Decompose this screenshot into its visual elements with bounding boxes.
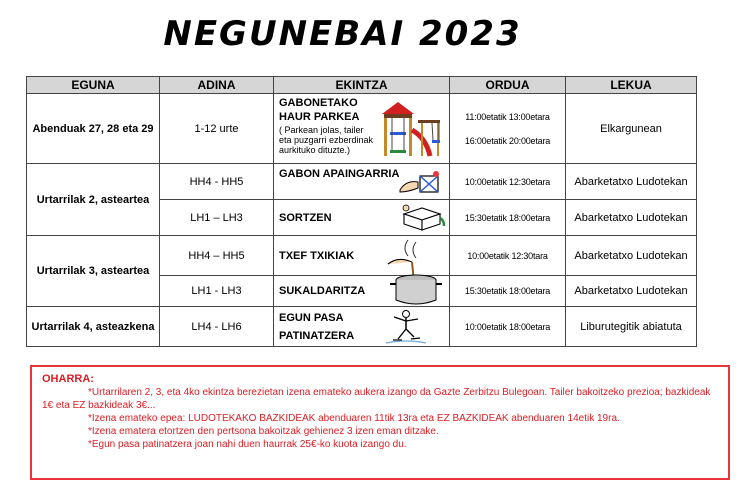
- adina-cell: HH4 – HH5: [160, 236, 274, 276]
- ordua-text: 16:00etatik 20:00etara: [464, 135, 551, 146]
- ordua-cell: 10:00etatik 12:30tara: [450, 236, 566, 276]
- eguna-cell: Urtarrilak 2, asteartea: [27, 164, 160, 236]
- ordua-text: 11:00etatik 13:00etara: [465, 111, 550, 122]
- ekintza-title: GABONETAKO: [279, 97, 358, 109]
- eguna-cell: Urtarrilak 3, asteartea: [27, 236, 160, 307]
- ekintza-title: EGUN PASA: [279, 312, 344, 324]
- note-box: [30, 365, 730, 480]
- lekua-cell: Liburutegitik abiatuta: [566, 307, 697, 347]
- note-line: *Izena emateko epea: LUDOTEKAKO BAZKIDEAK abenduaren 11tik 13ra eta EZ BAZKIDEAK abenduaren 14etik 19ra.: [88, 413, 620, 424]
- lekua-cell: Elkargunean: [566, 94, 697, 164]
- table-header-row: [27, 77, 697, 94]
- ordua-cell: 15:30etatik 18:00etara: [450, 200, 566, 236]
- ekintza-cell: [274, 276, 450, 307]
- header-ordua: ORDUA: [450, 77, 566, 94]
- lekua-cell: Abarketatxo Ludotekan: [566, 200, 697, 236]
- note-line: *Izena ematera etortzen den pertsona bakoitzak gehienez 3 izen eman ditzake.: [88, 426, 439, 437]
- schedule-table: [26, 76, 697, 347]
- ordua-cell: 15:30etatik 18:00etara: [450, 276, 566, 307]
- note-line: *Egun pasa patinatzera joan nahi duen haurrak 25€-ko kuota izango du.: [88, 439, 407, 450]
- playground-icon: [378, 100, 444, 158]
- ekintza-title: PATINATZERA: [279, 330, 355, 342]
- lekua-cell: Abarketatxo Ludotekan: [566, 164, 697, 200]
- ekintza-title: SORTZEN: [279, 212, 332, 224]
- ekintza-title: TXEF TXIKIAK: [279, 250, 355, 262]
- adina-cell: LH4 - LH6: [160, 307, 274, 347]
- header-lekua: LEKUA: [566, 77, 697, 94]
- note-line: *Urtarrilaren 2, 3, eta 4ko ekintza berezietan izena emateko aukera izango da Gazte Zerbitzu Bulegoan. Tailer bakoitzeko prezioa; bazkideak 1€ eta EZ bazkideak 3€...: [42, 387, 711, 411]
- table-row: [27, 94, 697, 164]
- lekua-cell: Abarketatxo Ludotekan: [566, 276, 697, 307]
- ordua-cell: 10:00etatik 18:00etara: [450, 307, 566, 347]
- ekintza-title: HAUR PARKEA: [279, 111, 360, 123]
- eguna-cell: Urtarrilak 4, asteazkena: [27, 307, 160, 347]
- ekintza-title: SUKALDARITZA: [279, 285, 366, 297]
- ekintza-cell: [274, 200, 450, 236]
- adina-cell: LH1 - LH3: [160, 276, 274, 307]
- ekintza-cell: [274, 307, 450, 347]
- header-adina: ADINA: [160, 77, 274, 94]
- adina-cell: HH4 - HH5: [160, 164, 274, 200]
- header-ekintza: EKINTZA: [274, 77, 450, 94]
- ekintza-description: ( Parkean jolas, tailer eta puzgarri ezberdinak aurkituko dituzte.): [279, 125, 374, 155]
- lekua-cell: Abarketatxo Ludotekan: [566, 236, 697, 276]
- ordua-cell: 10:00etatik 12:30etara: [450, 164, 566, 200]
- page-title: NEGUNEBAI 2023: [163, 14, 522, 54]
- note-heading: OHARRA:: [42, 373, 94, 385]
- ordua-cell: [450, 94, 566, 164]
- adina-cell: LH1 – LH3: [160, 200, 274, 236]
- gift-icon: [394, 202, 446, 232]
- ekintza-cell: [274, 236, 450, 276]
- ekintza-cell: [274, 94, 450, 164]
- ice-skater-icon: [382, 309, 430, 345]
- eguna-cell: Abenduak 27, 28 eta 29: [27, 94, 160, 164]
- ekintza-title: GABON APAINGARRIA: [279, 168, 400, 180]
- table-row: [27, 236, 697, 276]
- adina-cell: 1-12 urte: [160, 94, 274, 164]
- ekintza-cell: [274, 164, 450, 200]
- header-eguna: EGUNA: [27, 77, 160, 94]
- table-row: [27, 164, 697, 200]
- craft-icon: [396, 170, 446, 196]
- table-row: [27, 307, 697, 347]
